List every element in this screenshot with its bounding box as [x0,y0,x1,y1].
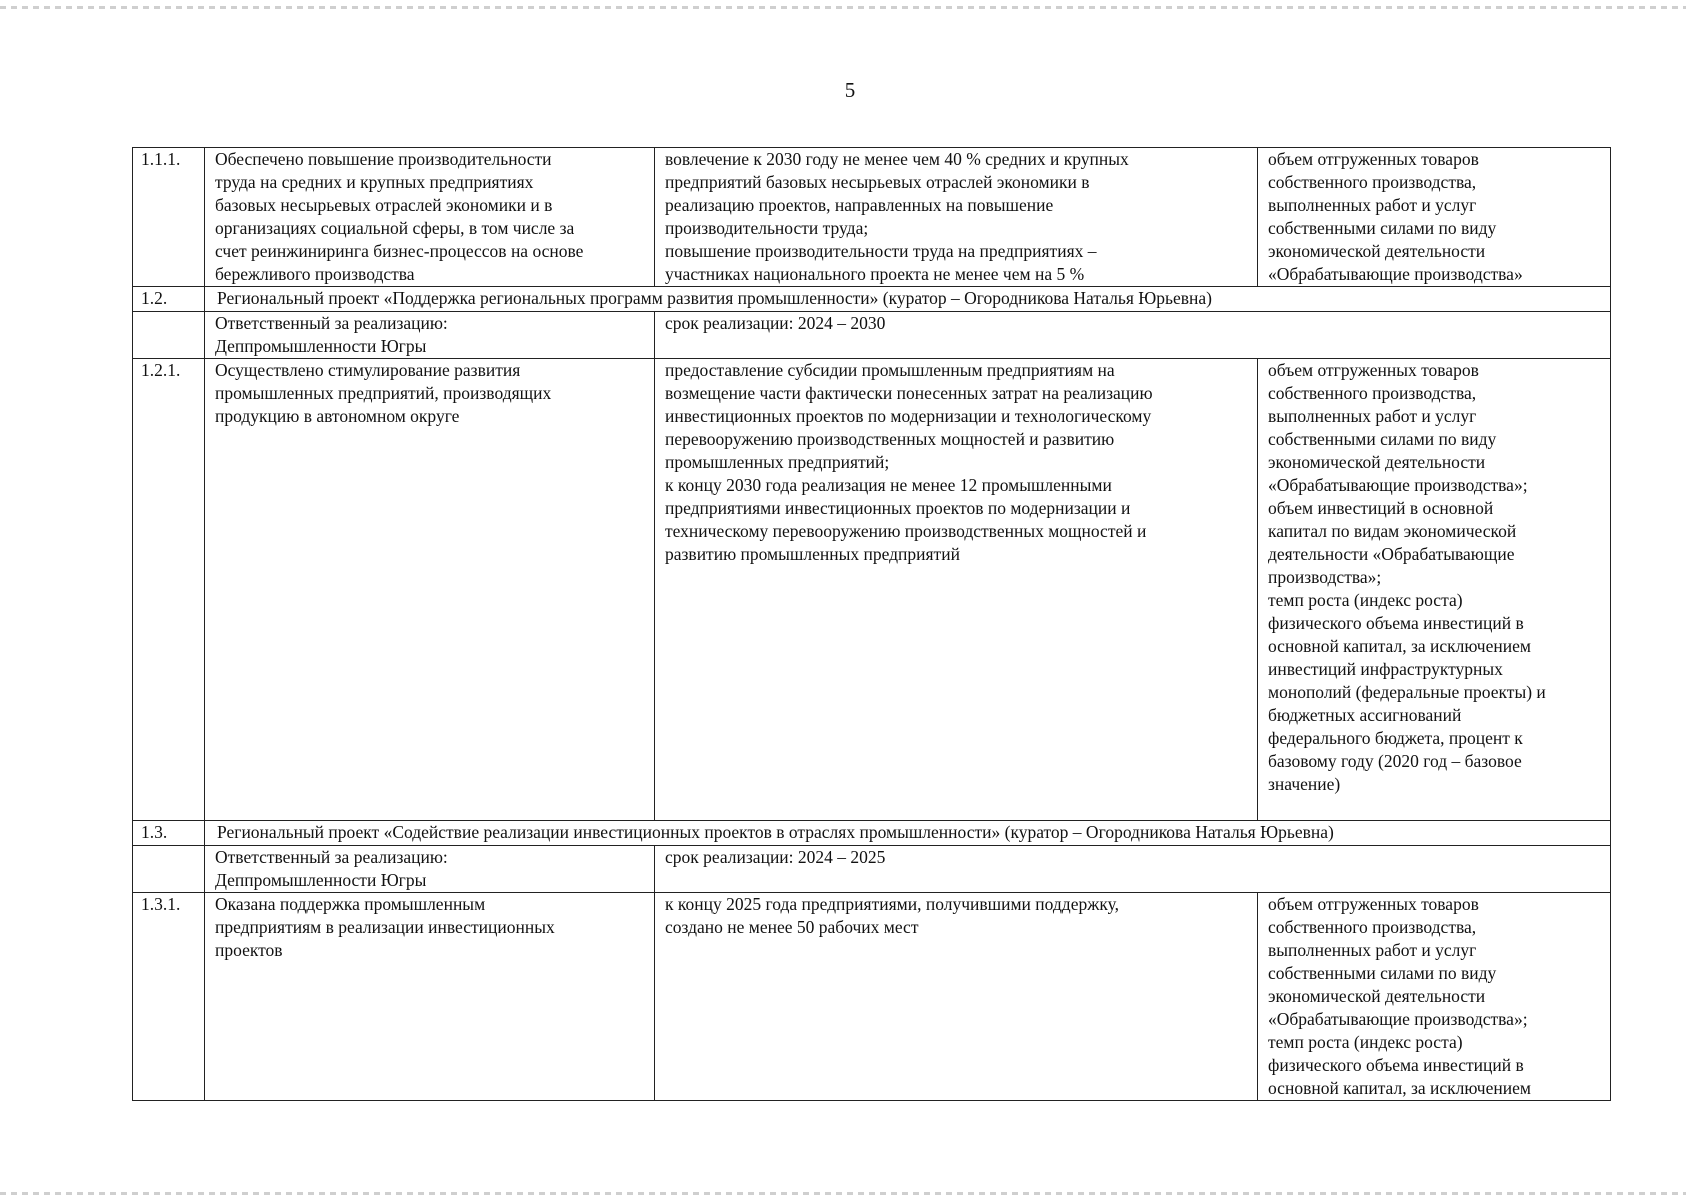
text-line: базовому году (2020 год – базовое [1268,751,1522,771]
text-line: темп роста (индекс роста) [1268,590,1463,610]
result-cell [205,893,655,1101]
scan-edge-bottom [0,1192,1686,1195]
text-line: инвестиционных проектов по модернизации и технологическому [665,406,1152,426]
text-line: деятельности «Обрабатывающие [1268,544,1515,564]
text-line: собственного производства, [1268,917,1477,937]
measures-table [132,147,1611,1101]
text-line: темп роста (индекс роста) [1268,1032,1463,1052]
empty-number-cell [133,846,205,893]
text-line: к концу 2025 года предприятиями, получившими поддержку, [665,894,1119,914]
text-line: экономической деятельности [1268,986,1486,1006]
text-line: базовых несырьевых отраслей экономики и в [215,195,553,215]
project-number: 1.3. [133,821,205,846]
text-line: объем инвестиций в основной [1268,498,1494,518]
indicator-cell [1258,359,1611,821]
text-line: выполненных работ и услуг [1268,195,1477,215]
term-text: срок реализации: 2024 – 2025 [665,847,886,867]
text-line: экономической деятельности [1268,241,1486,261]
text-line: предприятиями инвестиционных проектов по модернизации и [665,498,1131,518]
project-title-text: Региональный проект «Поддержка региональных программ развития промышленности» (куратор – Огородникова Наталья Юрьевна) [217,288,1212,308]
text-line: проектов [215,940,283,960]
text-line: труда на средних и крупных предприятиях [215,172,534,192]
text-line: собственными силами по виду [1268,429,1497,449]
text-line: основной капитал, за исключением [1268,636,1531,656]
text-line: Деппромышленности Югры [215,336,427,356]
text-line: Обеспечено повышение производительности [215,149,552,169]
text-line: промышленных предприятий; [665,452,890,472]
text-line: организациях социальной сферы, в том числе за [215,218,575,238]
term-cell [655,312,1611,359]
page-number: 5 [844,78,856,102]
characteristic-cell [655,359,1258,821]
text-line: Деппромышленности Югры [215,870,427,890]
term-cell [655,846,1611,893]
text-line: продукцию в автономном округе [215,406,460,426]
text-line: производства»; [1268,567,1382,587]
text-line: объем отгруженных товаров [1268,894,1479,914]
text-line: экономической деятельности [1268,452,1486,472]
text-line: «Обрабатывающие производства»; [1268,475,1528,495]
text-line: к концу 2030 года реализация не менее 12 промышленными [665,475,1112,495]
text-line: «Обрабатывающие производства» [1268,264,1523,284]
text-line: промышленных предприятий, производящих [215,383,552,403]
item-number: 1.3.1. [133,893,205,1101]
text-line: создано не менее 50 рабочих мест [665,917,919,937]
characteristic-cell [655,148,1258,287]
text-line: собственными силами по виду [1268,218,1497,238]
table-body [133,148,1611,1101]
text-line: предприятий базовых несырьевых отраслей экономики в [665,172,1090,192]
text-line: Осуществлено стимулирование развития [215,360,521,380]
text-line: собственными силами по виду [1268,963,1497,983]
table-row-item [133,359,1611,821]
result-cell [205,359,655,821]
text-line: предоставление субсидии промышленным предприятиям на [665,360,1115,380]
table-row-project [133,821,1611,846]
project-title-text: Региональный проект «Содействие реализации инвестиционных проектов в отраслях промышленности» (куратор – Огородникова Наталья Юрьевна) [217,822,1334,842]
text-line: основной капитал, за исключением [1268,1078,1531,1098]
text-line: Ответственный за реализацию: [215,847,448,867]
table-row-project [133,287,1611,312]
text-line: физического объема инвестиций в [1268,613,1524,633]
indicator-cell [1258,148,1611,287]
text-line: участниках национального проекта не менее чем на 5 % [665,264,1085,284]
text-line: «Обрабатывающие производства»; [1268,1009,1528,1029]
text-line: Ответственный за реализацию: [215,313,448,333]
text-line: капитал по видам экономической [1268,521,1517,541]
text-line: значение) [1268,774,1341,794]
text-line: бережливого производства [215,264,415,284]
text-line: возмещение части фактически понесенных затрат на реализацию [665,383,1153,403]
item-number: 1.1.1. [133,148,205,287]
table-row-item [133,893,1611,1101]
text-line: производительности труда; [665,218,869,238]
text-line: вовлечение к 2030 году не менее чем 40 % средних и крупных [665,149,1129,169]
term-text: срок реализации: 2024 – 2030 [665,313,886,333]
indicator-cell [1258,893,1611,1101]
scan-edge-top [0,6,1686,9]
text-line: развитию промышленных предприятий [665,544,960,564]
table-row-responsible [133,312,1611,359]
table-row-responsible [133,846,1611,893]
text-line: объем отгруженных товаров [1268,360,1479,380]
text-line: бюджетных ассигнований [1268,705,1462,725]
text-line: повышение производительности труда на предприятиях – [665,241,1097,261]
item-number: 1.2.1. [133,359,205,821]
text-line: объем отгруженных товаров [1268,149,1479,169]
project-number: 1.2. [133,287,205,312]
text-line: монополий (федеральные проекты) и [1268,682,1546,702]
table-row-item [133,148,1611,287]
text-line: собственного производства, [1268,172,1477,192]
text-line: Оказана поддержка промышленным [215,894,486,914]
characteristic-cell [655,893,1258,1101]
text-line: физического объема инвестиций в [1268,1055,1524,1075]
responsible-cell [205,312,655,359]
text-line: федерального бюджета, процент к [1268,728,1523,748]
project-title [205,287,1611,312]
text-line: счет реинжиниринга бизнес-процессов на основе [215,241,584,261]
responsible-cell [205,846,655,893]
text-line: перевооружению производственных мощностей и развитию [665,429,1115,449]
empty-number-cell [133,312,205,359]
text-line: предприятиям в реализации инвестиционных [215,917,555,937]
text-line: выполненных работ и услуг [1268,406,1477,426]
text-line: инвестиций инфраструктурных [1268,659,1503,679]
text-line: техническому перевооружению производственных мощностей и [665,521,1147,541]
project-title [205,821,1611,846]
result-cell [205,148,655,287]
text-line: реализацию проектов, направленных на повышение [665,195,1054,215]
text-line: собственного производства, [1268,383,1477,403]
text-line: выполненных работ и услуг [1268,940,1477,960]
